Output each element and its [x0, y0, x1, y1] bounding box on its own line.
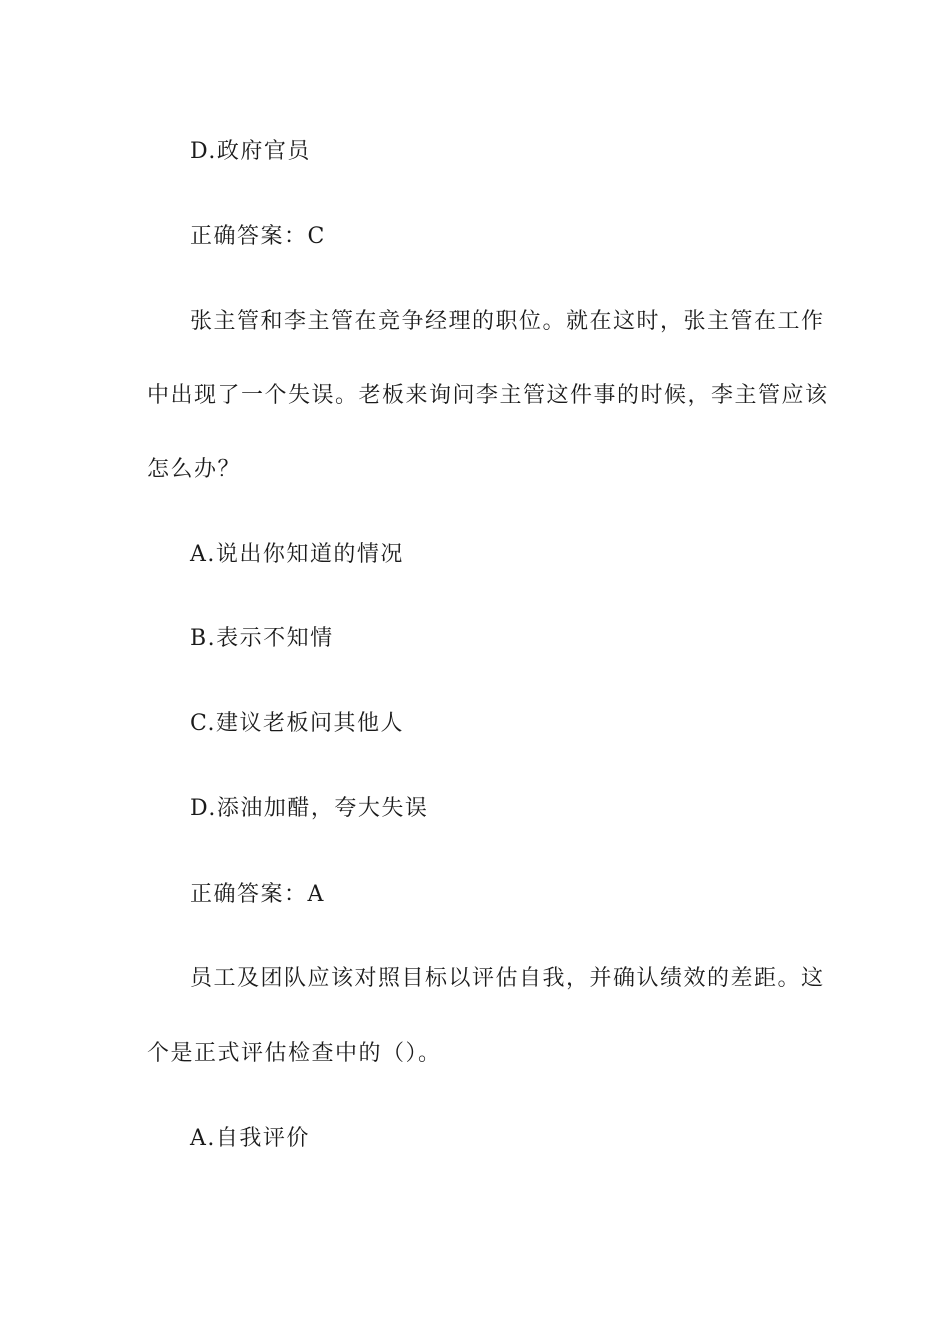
- question-1-option-c: C.建议老板问其他人: [190, 711, 405, 736]
- question-1-option-a: A.说出你知道的情况: [190, 542, 404, 567]
- question-1-option-d: D.添油加醋，夸大失误: [190, 796, 429, 821]
- question-2-stem-line-2: 个是正式评估检查中的（）。: [147, 1041, 442, 1066]
- question-1-answer: 正确答案：A: [190, 882, 325, 907]
- prev-question-option-d: D.政府官员: [190, 139, 311, 164]
- question-1-stem-line-1: 张主管和李主管在竞争经理的职位。就在这时，张主管在工作: [190, 309, 825, 334]
- question-2-option-a: A.自我评价: [190, 1126, 310, 1151]
- question-2-stem-line-1: 员工及团队应该对照目标以评估自我，并确认绩效的差距。这: [190, 966, 825, 991]
- prev-question-answer: 正确答案：C: [190, 224, 326, 249]
- question-1-stem-line-2: 中出现了一个失误。老板来询问李主管这件事的时候，李主管应该: [147, 383, 829, 408]
- question-1-option-b: B.表示不知情: [190, 626, 334, 651]
- question-1-stem-line-3: 怎么办？: [147, 457, 242, 482]
